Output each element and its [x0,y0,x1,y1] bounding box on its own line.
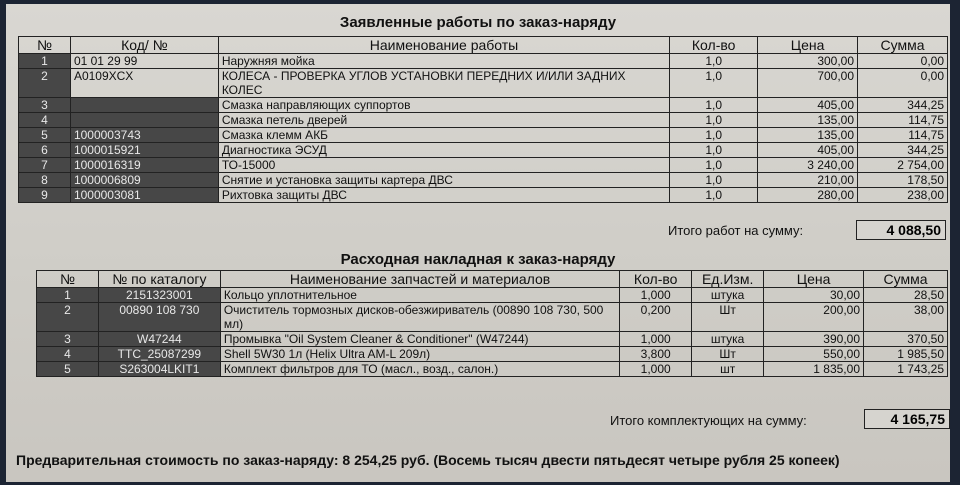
parts-row-sum: 28,50 [864,288,948,303]
parts-row-unit: штука [692,288,764,303]
works-row-sum: 114,75 [858,113,948,128]
works-row [19,173,948,188]
works-row-price: 405,00 [758,143,858,158]
works-row-code: 1000015921 [70,143,218,158]
parts-row [37,303,948,332]
works-row [19,158,948,173]
works-row-sum: 0,00 [858,69,948,98]
works-row-sum: 2 754,00 [858,158,948,173]
works-col-name: Наименование работы [218,37,669,54]
parts-row-sum: 1 985,50 [864,347,948,362]
parts-col-sum: Сумма [864,271,948,288]
parts-col-qty: Кол-во [620,271,692,288]
works-row-price: 700,00 [758,69,858,98]
works-row-num: 7 [19,158,71,173]
works-row [19,128,948,143]
works-row-name: Смазка направляющих суппортов [218,98,669,113]
works-row-name: КОЛЕСА - ПРОВЕРКА УГЛОВ УСТАНОВКИ ПЕРЕДНИХ И/ИЛИ ЗАДНИХ КОЛЕС [218,69,669,98]
works-row-code: 1000003743 [70,128,218,143]
works-row-price: 300,00 [758,54,858,69]
parts-total-label: Итого комплектующих на сумму: [610,413,807,428]
works-row-num: 8 [19,173,71,188]
works-row [19,54,948,69]
parts-row-unit: Шт [692,347,764,362]
works-row [19,98,948,113]
parts-row-price: 390,00 [764,332,864,347]
works-col-code: Код/ № [70,37,218,54]
works-col-price: Цена [758,37,858,54]
parts-table [36,270,948,377]
parts-row-price: 1 835,00 [764,362,864,377]
works-row [19,188,948,203]
parts-row-qty: 1,000 [620,332,692,347]
parts-row-qty: 1,000 [620,362,692,377]
parts-row-name: Комплект фильтров для ТО (масл., возд., салон.) [220,362,619,377]
works-col-sum: Сумма [858,37,948,54]
works-row-qty: 1,0 [670,188,758,203]
works-row-price: 135,00 [758,113,858,128]
works-col-qty: Кол-во [670,37,758,54]
works-row-code: 1000003081 [70,188,218,203]
works-row-num: 9 [19,188,71,203]
works-row-qty: 1,0 [670,173,758,188]
works-total-label: Итого работ на сумму: [668,223,804,238]
parts-col-price: Цена [764,271,864,288]
works-row [19,143,948,158]
works-row-price: 135,00 [758,128,858,143]
works-title: Заявленные работы по заказ-наряду [339,14,617,31]
works-row-code [70,113,218,128]
parts-row-qty: 1,000 [620,288,692,303]
works-row-name: Снятие и установка защиты картера ДВС [218,173,669,188]
works-row-price: 3 240,00 [758,158,858,173]
parts-row [37,332,948,347]
works-row-num: 3 [19,98,71,113]
works-row-code: 01 01 29 99 [70,54,218,69]
parts-row-unit: штука [692,332,764,347]
works-row-qty: 1,0 [670,113,758,128]
parts-row-cat: 2151323001 [98,288,220,303]
parts-row-cat: TTC_25087299 [98,347,220,362]
parts-row-name: Очиститель тормозных дисков-обезжириватель (00890 108 730, 500 мл) [220,303,619,332]
works-row-code: 1000006809 [70,173,218,188]
works-row-qty: 1,0 [670,54,758,69]
works-row-name: Наружняя мойка [218,54,669,69]
works-row [19,69,948,98]
parts-col-num: № [37,271,99,288]
parts-title: Расходная накладная к заказ-наряду [340,251,616,268]
works-row-code: 1000016319 [70,158,218,173]
works-row-name: Диагностика ЭСУД [218,143,669,158]
parts-row-sum: 370,50 [864,332,948,347]
parts-row-price: 200,00 [764,303,864,332]
parts-row-price: 550,00 [764,347,864,362]
works-row-sum: 344,25 [858,98,948,113]
estimated-total: Предварительная стоимость по заказ-наряду: 8 254,25 руб. (Восемь тысяч двести пятьдесят четыре рубля 25 копеек) [16,452,840,468]
works-total-value: 4 088,50 [856,220,946,240]
parts-row-num: 4 [37,347,99,362]
parts-row-sum: 1 743,25 [864,362,948,377]
works-row-sum: 114,75 [858,128,948,143]
parts-row-name: Shell 5W30 1л (Helix Ultra AM-L 209л) [220,347,619,362]
order-document [6,4,950,482]
works-row-name: Смазка клемм АКБ [218,128,669,143]
works-row-price: 280,00 [758,188,858,203]
parts-row-num: 1 [37,288,99,303]
works-row-num: 2 [19,69,71,98]
parts-row [37,288,948,303]
works-row-qty: 1,0 [670,143,758,158]
works-row-num: 4 [19,113,71,128]
parts-row-unit: шт [692,362,764,377]
works-row-code [70,98,218,113]
works-row-sum: 238,00 [858,188,948,203]
works-table [18,36,948,203]
works-row-name: Смазка петель дверей [218,113,669,128]
parts-row-unit: Шт [692,303,764,332]
works-row-price: 210,00 [758,173,858,188]
parts-row-qty: 0,200 [620,303,692,332]
parts-col-unit: Ед.Изм. [692,271,764,288]
works-row-num: 1 [19,54,71,69]
parts-row-num: 3 [37,332,99,347]
parts-row-num: 5 [37,362,99,377]
works-row-sum: 0,00 [858,54,948,69]
parts-col-cat: № по каталогу [98,271,220,288]
works-row-qty: 1,0 [670,69,758,98]
works-row-qty: 1,0 [670,158,758,173]
works-row-code: A0109XCX [70,69,218,98]
parts-header-row [37,271,948,288]
works-row-name: Рихтовка защиты ДВС [218,188,669,203]
works-row-sum: 178,50 [858,173,948,188]
works-row-name: ТО-15000 [218,158,669,173]
parts-total-value: 4 165,75 [864,409,950,429]
parts-row-qty: 3,800 [620,347,692,362]
parts-row-sum: 38,00 [864,303,948,332]
works-row-sum: 344,25 [858,143,948,158]
parts-row-cat: 00890 108 730 [98,303,220,332]
parts-row [37,347,948,362]
works-row-num: 5 [19,128,71,143]
works-row-num: 6 [19,143,71,158]
works-row-qty: 1,0 [670,128,758,143]
parts-row-name: Промывка "Oil System Cleaner & Conditioner" (W47244) [220,332,619,347]
works-row [19,113,948,128]
works-row-qty: 1,0 [670,98,758,113]
parts-row-price: 30,00 [764,288,864,303]
works-row-price: 405,00 [758,98,858,113]
parts-row-cat: S263004LKIT1 [98,362,220,377]
parts-row-cat: W47244 [98,332,220,347]
works-header-row [19,37,948,54]
parts-col-name: Наименование запчастей и материалов [220,271,619,288]
parts-row-num: 2 [37,303,99,332]
parts-row-name: Кольцо уплотнительное [220,288,619,303]
works-col-num: № [19,37,71,54]
parts-row [37,362,948,377]
